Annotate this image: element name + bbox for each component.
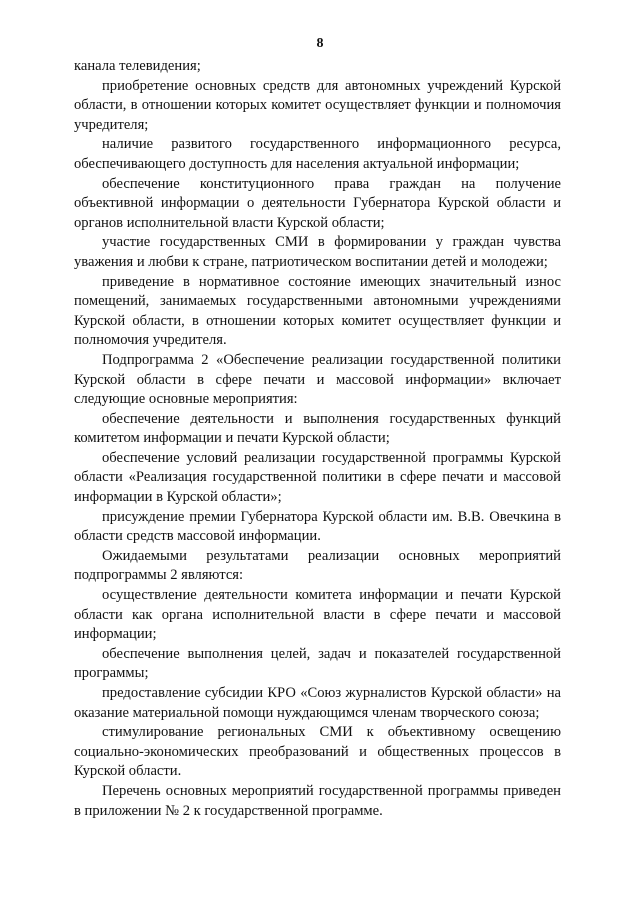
paragraph-8: обеспечение деятельности и выполнения государственных функций комитетом информации и печати Курской области; [74, 410, 561, 447]
paragraph-11: Ожидаемыми результатами реализации основных мероприятий подпрограммы 2 являются: [74, 547, 561, 584]
paragraph-13: обеспечение выполнения целей, задач и показателей государственной программы; [74, 645, 561, 682]
paragraph-2: приобретение основных средств для автономных учреждений Курской области, в отношении которых комитет осуществляет функции и полномочия учредителя; [74, 77, 561, 133]
paragraph-10: присуждение премии Губернатора Курской области им. В.В. Овечкина в области средств массовой информации. [74, 508, 561, 545]
paragraph-1: канала телевидения; [74, 58, 201, 74]
paragraph-4: обеспечение конституционного права граждан на получение объективной информации о деятельности Губернатора Курской области и органов исполнительной власти Курской области; [74, 175, 561, 231]
paragraph-9: обеспечение условий реализации государственной программы Курской области «Реализация государственной политики в сфере печати и массовой информации в Курской области»; [74, 449, 561, 506]
page-number: 8 [316, 36, 324, 51]
paragraph-14: предоставление субсидии КРО «Союз журналистов Курской области» на оказание материальной помощи нуждающимся членам творческого союза; [74, 685, 561, 721]
paragraph-5: участие государственных СМИ в формировании у граждан чувства уважения и любви к стране, патриотическом воспитании детей и молодежи; [74, 234, 561, 270]
paragraph-7: Подпрограмма 2 «Обеспечение реализации государственной политики Курской области в сфере печати и массовой информации» включает следующие основные мероприятия: [74, 351, 561, 408]
paragraph-3: наличие развитого государственного информационного ресурса, обеспечивающего доступность для населения актуальной информации; [74, 136, 561, 172]
paragraph-15: стимулирование региональных СМИ к объективному освещению социально-экономических преобразований и общественных процессов в Курской области. [74, 724, 561, 780]
document-body [74, 57, 561, 821]
paragraph-16: Перечень основных мероприятий государственной программы приведен в приложении № 2 к государственной программе. [74, 782, 561, 819]
paragraph-12: осуществление деятельности комитета информации и печати Курской области как органа исполнительной власти в сфере печати и массовой информации; [74, 587, 561, 643]
paragraph-6: приведение в нормативное состояние имеющих значительный износ помещений, занимаемых государственными автономными учреждениями Курской области, в отношении которых комитет осуществляет функции и полномочия учредителя. [74, 273, 561, 349]
